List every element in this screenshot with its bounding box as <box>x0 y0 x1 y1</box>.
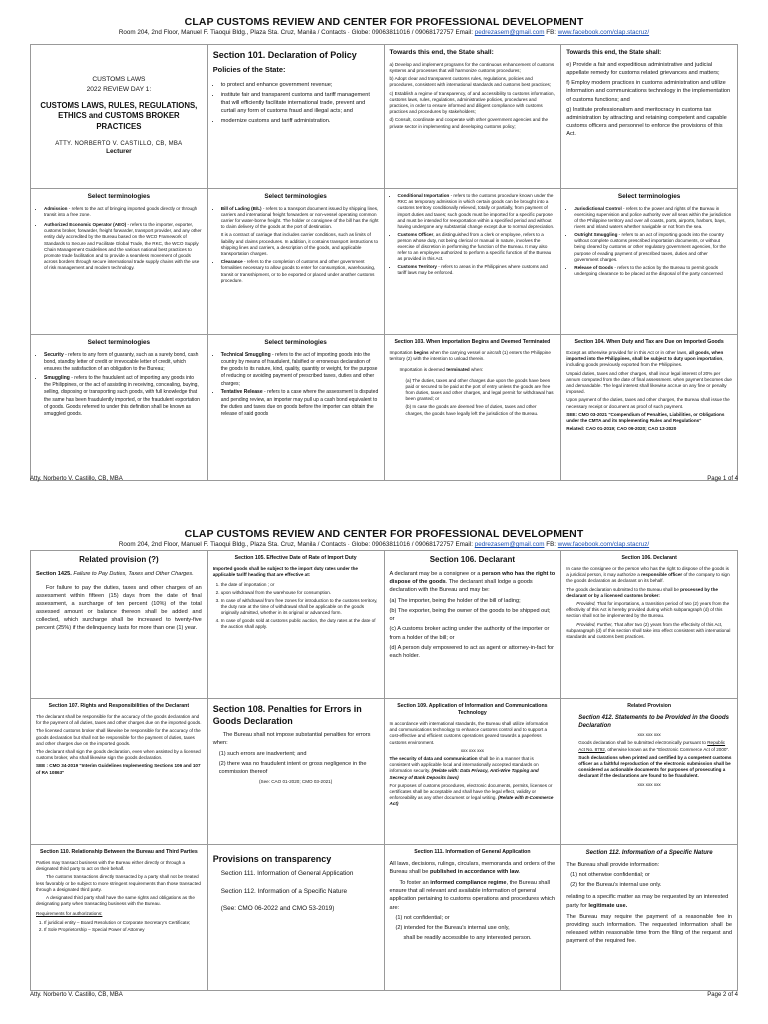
footer-page-number: Page 2 of 4 <box>707 992 738 998</box>
slide-section-101: Section 101. Declaration of Policy Policies of the State: • to protect and enhance government revenue; • institute fair and transparent customs and tariff management that will efficiently facilitate international trade, prevent and curtail any form of customs fraud and illegal acts; and • modernize customs and tariff administration. <box>208 45 385 189</box>
slide-grid-page-2 <box>30 550 738 991</box>
slide-section-106-declarant: Section 106. Declarant A declarant may be a consignee or a person who has the right to dispose of the goods. The declarant shall lodge a goods declaration with the Bureau and may be: (a) The importer, being the holder of the bill of lading; (b) The exporter, being the owner of the goods to be shipped out; or (c) A customs broker acting under the authority of the importer or from a holder of the bill; or (d) A person duly empowered to act as agent or attorney-in-fact for each holder. <box>385 551 562 699</box>
slide-section-109: Section 109. Application of Information and Communications Technology In accordance with international standards, the Bureau shall utilize information and communications technology to enhance customs control and to support a cost-effective and efficient customs operations geared towards a paperless customs environment. xxx xxx xxx The security of data and communication shall be in a manner that is consistent with applicable local and internationally accepted standards on information security. (Relate with: Data Privacy, Anti-Wire Tapping and Secrecy of Bank Deposits laws) For purposes of customs procedures, electronic documents, permits, licenses or certificates shall be acceptable and shall have the legal effect, validity or enforceability as any other document or legal writing. (Relate with E-Commerce Act) <box>385 699 562 845</box>
policy-list: • to protect and enhance government revenue; • institute fair and transparent customs and tariff management that will efficiently facilitate international trade, prevent and curtail any form of customs fraud and illegal acts; and • modernize customs and tariff administration. <box>213 81 379 125</box>
slide-terms-admission: Select terminologies • Admission - refers to the act of bringing imported goods directly or through transit into a free zone. • Authorized Economic Operator (AEO) - refers to the importer, exporter, customs broker, forwarder, freight forwarder, transport provider, and any other entity duly accredited by the Bureau based on the WCO Framework of Standards to Secure and Facilitate Global Trade, the RKC, the WCO Supply Chain Management Guidelines and the various national best practices to promote trade facilitation and to provide a seamless movement of goods across borders through secure international trade supply chains with the use of risk management and modern technology. <box>31 189 208 335</box>
slide-terms-conditional-importation: • Conditional Importation - refers to the customs procedure known under the RKC as temporary admission in which certain goods can be brought into a customs territory conditionally relieved, totally or partially, from payment of import duties and taxes; such goods must be imported for a specific purpose and must be intended for reexportation within a specified period and without having undergone any substantial change except due to normal depreciation. • Customs Officer, as distinguished from a clerk or employee, refers to a person whose duty, not being clerical or manual in nature, involves the exercise of discretion in performing the function of the Bureau. It may also refer to an employee authorized to perform a specific function of the Bureau as provided in this Act. • Customs Territory - refers to areas in the Philippines where customs and tariff laws may be enforced. <box>385 189 562 335</box>
slide-section-103: Section 103. When Importation Begins and Deemed Terminated Importation begins when the carrying vessel or aircraft (1) enters the Philippine territory (2) with the intention to unload therein. Importation is deemed terminated when: (a) The duties, taxes and other charges due upon the goods have been paid or secured to be paid at the port of entry unless the goods are free from duties, taxes and other charges, and legal permit for withdrawal has been granted; or (b) In case the goods are deemed free of duties, taxes and other charges, the goods have legally left the jurisdiction of the Bureau. <box>385 335 562 481</box>
slide-related-provision-412: Related Provision Section 412. Statements to be Provided in the Goods Declaration xxx xxx xxx Goods declaration shall be submitted electronically pursuant to Republic Act No. 8792, otherwise known as the "Electronic Commerce Act of 2000". Such declarations when printed and certified by a competent customs officer as a faithful reproduction of the electronic submission shall be considered as actionable documents for purposes of prosecuting a declarant if the declarations are found to be fraudulent. xxx xxx xxx <box>561 699 738 845</box>
slide-section-112: Section 112. Information of a Specific Nature The Bureau shall provide information: (1) not otherwise confidential; or (2) for the Bureau's internal use only. relating to a specific matter as may be requested by an interested party for legitimate use. The Bureau may require the payment of a reasonable fee in providing such information. The requested information shall be released within reasonable time from the filing of the request and payment of the required fee. <box>561 845 738 991</box>
facebook-link[interactable]: www.facebook.com/clap.stacruz/ <box>557 29 650 36</box>
slide-state-shall-2: Towards this end, the State shall: e) Provide a fair and expeditious administrative and judicial appellate remedy for customs related grievances and matters; f) Employ modern practices in customs administration and utilize information and communications technology in the implementation of customs functions; and g) Institute professionalism and meritocracy in customs tax administration by attracting and retaining competent and capable customs officers and personnel to enforce the provisions of this Act. <box>561 45 738 189</box>
slide-terms-technical-smuggling: Select terminologies • Technical Smuggling - refers to the act of importing goods into the country by means of fraudulent, falsified or erroneous declaration of the goods to its nature, kind, quality, quantity or weight, for the purpose of reducing or avoiding payment of prescribed taxes, duties and other charges; • Tentative Release - refers to a case where the assessment is disputed and pending review, an importer may pull up a cash bond equivalent to the duties and taxes due on goods before the importer can obtain the release of said goods <box>208 335 385 481</box>
contact-line: Room 204, 2nd Floor, Manuel F. Tiaoqui Bldg., Plaza Sta. Cruz, Manila / Contacts · Globe: 09063811016 / 09068172757 Email: pedrezasem@gmail.com FB: www.facebook.com/clap.stacruz/ <box>118 541 650 548</box>
slide-section-110: Section 110. Relationship Between the Bureau and Third Parties Parties may transact business with the Bureau either directly or through a designated third party to act on their behalf. The customs transactions directly transacted by a party shall not be treated less favorably or be subject to more stringent requirements than those transacted through a designated third party. A designated third party shall have the same rights and obligations as the designating party when transacting business with the Bureau. Requirements for authorizations: 1. If juridical entity – Board Resolution or Corporate Secretary's Certificate; 2. If Sole Proprietorship – Special Power of Attorney <box>31 845 208 991</box>
slide-terms-bill-of-lading: Select terminologies • Bill of Lading (B/L) - refers to a transport document issued by shipping lines, carriers and international freight forwarders or non-vessel operating common carrier for water-borne freight. The holder or consignee of the bill has the right to claim delivery of the goods at the port of destination. It is a contract of carriage that includes carrier conditions, such as limits of liability and claims procedures. In addition, it contains transport instructions to shipping lines and carriers, a description of the goods, and applicable transportation charges. • Clearance - refers to the completion of customs and other government formalities necessary to allow goods to enter for consumption, warehousing, transit or transshipment, or to be exported or placed under another customs procedure. <box>208 189 385 335</box>
email-link[interactable]: pedrezasem@gmail.com <box>474 29 545 36</box>
slide-title: CUSTOMS LAWS 2022 REVIEW DAY 1: CUSTOMS LAWS, RULES, REGULATIONS, ETHICS and CUSTOMS BROKER PRACTICES ATTY. NORBERTO V. CASTILLO, CB, MBA Lecturer <box>31 45 208 189</box>
page-header <box>0 526 768 548</box>
facebook-link[interactable]: www.facebook.com/clap.stacruz/ <box>557 541 650 548</box>
slide-state-shall-1: Towards this end, the State shall: a) Develop and implement programs for the continuous enhancement of customs systems and processes that will harmonize customs procedures; b) Adopt clear and transparent customs rules, regulations, policies and procedures, consistent with international standards and customs best practices; c) Establish a regime of transparency, of and accessibility to customs information, customs laws, rules, regulations, administrative policies, procedures and practices, in order to ensure informed and diligent compliance with customs practices and procedures by stakeholders; d) Consult, coordinate and cooperate with other government agencies and the private sector in implementing and developing customs policy; <box>385 45 562 189</box>
footer-author: Atty. Norberto V. Castillo, CB, MBA <box>30 992 123 998</box>
slide-section-107: Section 107. Rights and Responsibilities of the Declarant The declarant shall be responsible for the accuracy of the goods declaration and for the payment of all duties, taxes and other charges due on the imported goods. The licensed customs broker shall likewise be responsible for the accuracy of the goods declaration but shall not be responsible for the payment of duties, taxes and other charges due on the imported goods. The declarant shall sign the goods declaration, even when assisted by a licensed customs broker, who shall likewise sign the goods declaration. SEE : CMO 34-2019 "Interim Guidelines Implementing Sections 106 and 107 of RA 10863" <box>31 699 208 845</box>
slide-section-104: Section 104. When Duty and Tax are Due on Imported Goods Except as otherwise provided for in this Act or in other laws, all goods, when imported into the Philippines, shall be subject to duty upon importation, including goods previously exported from the Philippines. Unpaid duties, taxes and other charges, shall incur legal interest of 20% per annum computed from the date of final assessment. when payment becomes due and demandable. The legal interest shall likewise accrue on any fine or penalty imposed. Upon payment of the duties, taxes and other charges, the Bureau shall issue the necessary receipt or document as proof of such payment. SEE: CMO 03-2021 "Compendium of Penalties, Liabilities, or Obligations under the CMTA and its Implementing Rules and Regulations" Related: CAO 01-2019; CAO 09-2020; CAO 13-2020 <box>561 335 738 481</box>
slide-section-105: Section 105. Effective Date of Rate of Import Duty Imported goods shall be subject to the import duty rates under the applicable tariff heading that are effective at: 1. the date of importation ; or 2. upon withdrawal from the warehouse for consumption. 3. In case of withdrawal from free zones for introduction to the customs territory, the duty rate at the time of withdrawal shall be applicable on the goods originally admitted, whether in its original or advanced form. 4. In case of goods sold at customs public auction, the duty rates at the date of the auction shall apply. <box>208 551 385 699</box>
slide-section-106-declarant-cont: Section 106. Declarant In case the consignee or the person who has the right to dispose of the goods is a juridical person, it may authorize a responsible officer of the company to sign the goods declaration as declarant on its behalf. The goods declaration submitted to the Bureau shall be processed by the declarant or by a licensed customs broker: Provided, That for importations, a transition period of two (2) years from the effectivity of this Act is hereby provided during which subparagraph (d) of this section shall not be implemented by the Bureau. Provided, Further, That after two (2) years from the effectivity of this Act, subparagraph (d) of this section shall take into effect consistent with international standards and customs best practices. <box>561 551 738 699</box>
slide-terms-jurisdictional-control: Select terminologies • Jurisdictional Control - refers to the power and rights of the Bureau in exercising supervision and police authority over all seas within the jurisdiction of the Philippine territory and over all coasts, ports, airports, harbors, bays, rivers and inland waters whether navigable or not from the sea. • Outright Smuggling - refers to an act of importing goods into the country without complete customs prescribed importation documents, or without being cleared by customs or other regulatory government agencies, for the purpose of evading payment of prescribed taxes, duties and other government charges. • Release of Goods - refers to the action by the Bureau to permit goods undergoing clearance to be placed at the disposal of the party concerned <box>561 189 738 335</box>
org-title: CLAP CUSTOMS REVIEW AND CENTER FOR PROFESSIONAL DEVELOPMENT <box>184 528 584 540</box>
contact-line: Room 204, 2nd Floor, Manuel F. Tiaoqui Bldg., Plaza Sta. Cruz, Manila / Contacts · Globe: 09063811016 / 09068172757 Email: pedrezasem@gmail.com FB: www.facebook.com/clap.stacruz/ <box>118 29 650 36</box>
page-header <box>0 14 768 36</box>
page-2 <box>0 512 768 1024</box>
footer-author: Atty. Norberto V. Castillo, CB, MBA <box>30 476 123 482</box>
page-footer <box>30 476 738 482</box>
slide-related-provision-1425: Related provision (?) Section 1425. Failure to Pay Duties, Taxes and Other Charges. For failure to pay the duties, taxes and other charges of an assessment within fifteen (15) days from the date of final assessment, a surcharge of ten percent (10%) of the total assessed amount or balance thereon shall be added and collected, which surcharge shall be increased to twenty-five percent (25%) if the delinquency lasts for more than one (1) year. <box>31 551 208 699</box>
slide-section-108: Section 108. Penalties for Errors in Goods Declaration The Bureau shall not impose substantial penalties for errors when: (1) such errors are inadvertent; and (2) there was no fraudulent intent or gross negligence in the commission thereof (See: CAO 01-2020; CMO 03-2021) <box>208 699 385 845</box>
page-footer <box>30 992 738 998</box>
slide-section-111: Section 111. Information of General Application All laws, decisions, rulings, circulars, memoranda and orders of the Bureau shall be published in accordance with law. To foster an informed compliance regime, the Bureau shall ensure that all relevant and available information of general application pertaining to customs operations and procedures which are: (1) not confidential; or (2) intended for the Bureau's internal use only, shall be readily accessible to any interested person. <box>385 845 562 991</box>
footer-page-number: Page 1 of 4 <box>707 476 738 482</box>
slide-provisions-transparency: Provisions on transparency Section 111. Information of General Application Section 112. Information of a Specific Nature (See: CMO 06-2022 and CMO 53-2019) <box>208 845 385 991</box>
slide-grid-page-1 <box>30 44 738 481</box>
slide-terms-security: Select terminologies • Security - refers to any form of guaranty, such as a surety bond, cash bond, standby letter of credit or irrevocable letter of credit, which ensures the satisfaction of an obligation to the Bureau; • Smuggling - refers to the fraudulent act of importing any goods into the Philippines, or the act of assisting in receiving, concealing, buying, selling, disposing or transporting such goods, with full knowledge that the same has been fraudulently imported, or the fraudulent exportation of goods. Goods referred to under this definition shall be known as smuggled goods. <box>31 335 208 481</box>
org-title: CLAP CUSTOMS REVIEW AND CENTER FOR PROFESSIONAL DEVELOPMENT <box>184 16 584 28</box>
email-link[interactable]: pedrezasem@gmail.com <box>474 541 545 548</box>
